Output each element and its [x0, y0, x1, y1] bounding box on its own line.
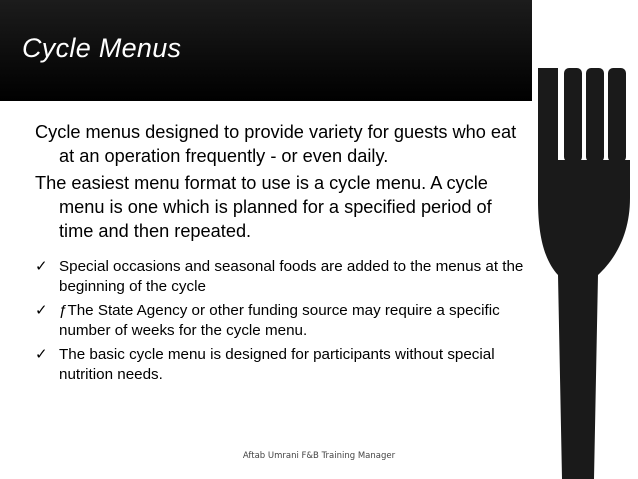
checklist-item-text: Special occasions and seasonal foods are added to the menus at the beginning of the cycle	[59, 258, 524, 295]
title-bar	[0, 0, 532, 101]
body-paragraph: The easiest menu format to use is a cycle menu. A cycle menu is one which is planned for a specified period of time and then repeated.	[35, 173, 492, 241]
fork-icon	[532, 0, 638, 479]
check-icon: ✓	[35, 258, 48, 275]
slide-body	[35, 120, 530, 389]
checklist-item	[35, 345, 530, 385]
checklist-item-text: ƒThe State Agency or other funding source may require a specific number of weeks for the cycle menu.	[59, 302, 500, 339]
checklist-item	[35, 257, 530, 297]
body-paragraph: Cycle menus designed to provide variety for guests who eat at an operation frequently - or even daily.	[35, 122, 517, 166]
checklist-item	[35, 301, 530, 341]
check-icon: ✓	[35, 302, 48, 319]
slide-title: Cycle Menus	[22, 33, 182, 63]
checklist-item-text: The basic cycle menu is designed for participants without special nutrition needs.	[59, 346, 495, 383]
check-icon: ✓	[35, 346, 48, 363]
checklist	[35, 257, 530, 385]
slide-footer: Aftab Umrani F&B Training Manager	[242, 451, 396, 461]
